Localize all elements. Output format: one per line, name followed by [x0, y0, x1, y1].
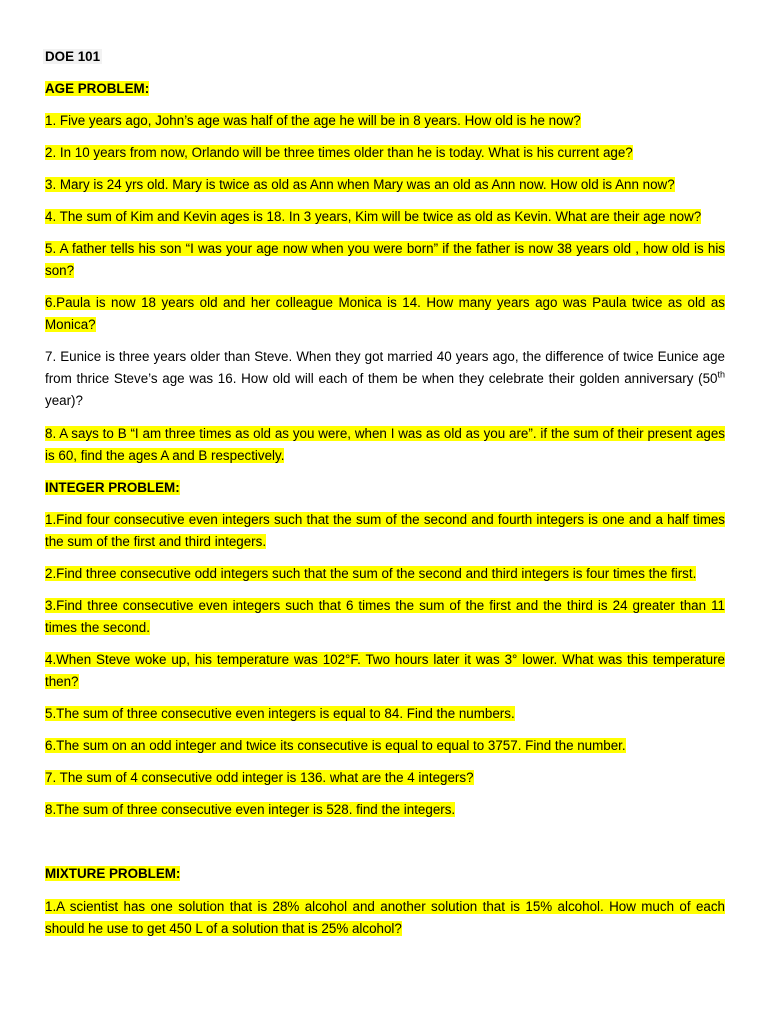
integer-problem-4: 4.When Steve woke up, his temperature was 102°F. Two hours later it was 3° lower. What was this temperature then?	[45, 652, 725, 689]
age-problem-1: 1. Five years ago, John’s age was half of the age he will be in 8 years. How old is he now?	[45, 113, 581, 128]
integer-problem-8: 8.The sum of three consecutive even integer is 528. find the integers.	[45, 802, 456, 817]
document-title	[45, 46, 102, 68]
integer-problem-5: 5.The sum of three consecutive even integers is equal to 84. Find the numbers.	[45, 706, 515, 721]
age-problem-8: 8. A says to B “I am three times as old as you were, when I was as old as you are”. if the sum of their present ages is 60, find the ages A and B respectively.	[45, 426, 725, 463]
section-heading-mixture: MIXTURE PROBLEM:	[45, 866, 181, 881]
age-problem-4: 4. The sum of Kim and Kevin ages is 18. In 3 years, Kim will be twice as old as Kevin. What are their age now?	[45, 209, 702, 224]
integer-problem-3: 3.Find three consecutive even integers such that 6 times the sum of the first and the third is 24 greater than 11 times the second.	[45, 598, 725, 635]
section-heading-integer: INTEGER PROBLEM:	[45, 480, 180, 495]
integer-problem-2: 2.Find three consecutive odd integers such that the sum of the second and third integers is four times the first.	[45, 566, 697, 581]
age-problem-6: 6.Paula is now 18 years old and her colleague Monica is 14. How many years ago was Paula twice as old as Monica?	[45, 295, 725, 332]
integer-problem-7: 7. The sum of 4 consecutive odd integer is 136. what are the 4 integers?	[45, 770, 474, 785]
section-heading-age: AGE PROBLEM:	[45, 81, 150, 96]
integer-problem-6: 6.The sum on an odd integer and twice its consecutive is equal to equal to 3757. Find the number.	[45, 738, 626, 753]
age-problem-2: 2. In 10 years from now, Orlando will be three times older than he is today. What is his current age?	[45, 145, 633, 160]
age-problem-7: 7. Eunice is three years older than Steve. When they got married 40 years ago, the difference of twice Eunice age from thrice Steve’s age was 16. How old will each of them be when they celebrate their golden anniversary (50th year)?	[45, 349, 725, 408]
integer-problem-1: 1.Find four consecutive even integers such that the sum of the second and fourth integers is one and a half times the sum of the first and third integers.	[45, 512, 725, 549]
age-problem-3: 3. Mary is 24 yrs old. Mary is twice as old as Ann when Mary was an old as Ann now. How old is Ann now?	[45, 177, 675, 192]
mixture-problem-1: 1.A scientist has one solution that is 28% alcohol and another solution that is 15% alcohol. How much of each should he use to get 450 L of a solution that is 25% alcohol?	[45, 899, 725, 936]
age-problem-5: 5. A father tells his son “I was your age now when you were born” if the father is now 38 years old , how old is his son?	[45, 241, 725, 278]
course-code: DOE 101	[45, 49, 101, 64]
